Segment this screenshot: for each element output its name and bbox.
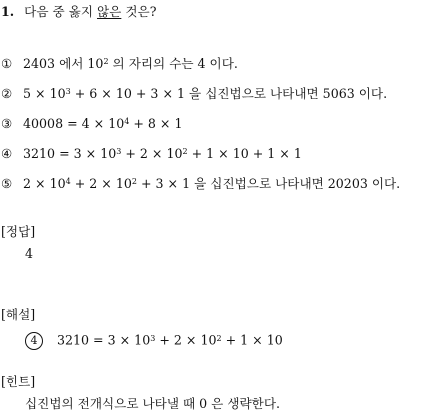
question-number: 1. <box>1 4 15 19</box>
hint-label: [힌트] <box>1 374 36 389</box>
hint-text: 십진법의 전개식으로 나타낼 때 0 은 생략한다. <box>25 396 281 411</box>
explanation-exponent-2: 2 <box>216 333 222 343</box>
option-1-marker: ① <box>1 56 13 71</box>
option-5-middle: + 2 × 10 <box>70 176 132 191</box>
option-4-after: + 1 × 10 + 1 × 1 <box>187 146 302 161</box>
explanation-after: + 1 × 10 <box>221 332 283 348</box>
option-5-after: + 3 × 1 을 십진법으로 나타내면 20203 이다. <box>136 176 401 191</box>
option-4-before: 3210 = 3 × 10 <box>23 146 117 161</box>
option-5 <box>1 178 400 191</box>
question-suffix: 것은? <box>125 4 157 19</box>
option-1-after: 의 자리의 수는 4 이다. <box>108 56 238 71</box>
question-emphasis: 않은 <box>97 4 122 19</box>
option-2 <box>1 88 387 101</box>
answer-value: 4 <box>25 246 34 261</box>
option-5-before: 2 × 10 <box>23 176 66 191</box>
option-1-before: 2403 에서 10 <box>23 56 104 71</box>
option-4 <box>1 148 302 161</box>
option-2-after: + 6 × 10 + 3 × 1 을 십진법으로 나타내면 5063 이다. <box>70 86 388 101</box>
option-5-marker: ⑤ <box>1 176 13 191</box>
answer-circle: 4 <box>25 332 43 350</box>
option-1 <box>1 58 238 71</box>
option-3-marker: ③ <box>1 116 13 131</box>
answer-label: [정답] <box>1 224 36 239</box>
explanation-line <box>25 332 283 350</box>
option-1-exponent: 2 <box>103 57 109 66</box>
option-4-exponent-1: 3 <box>116 147 122 156</box>
explanation-before: 3210 = 3 × 10 <box>57 332 151 348</box>
option-3 <box>1 118 182 131</box>
option-4-middle: + 2 × 10 <box>121 146 183 161</box>
option-3-exponent: 4 <box>124 117 130 126</box>
explanation-label: [해설] <box>1 307 36 322</box>
explanation-middle: + 2 × 10 <box>155 332 217 348</box>
question-prefix: 다음 중 옳지 <box>24 4 93 19</box>
option-4-exponent-2: 2 <box>182 147 188 156</box>
option-3-before: 40008 = 4 × 10 <box>23 116 125 131</box>
option-5-exponent-2: 2 <box>131 177 137 186</box>
option-2-before: 5 × 10 <box>23 86 66 101</box>
explanation-exponent-1: 3 <box>150 333 156 343</box>
option-5-exponent-1: 4 <box>65 177 71 186</box>
question-line <box>1 6 156 19</box>
option-2-marker: ② <box>1 86 13 101</box>
option-4-marker: ④ <box>1 146 13 161</box>
option-3-after: + 8 × 1 <box>129 116 183 131</box>
option-2-exponent: 3 <box>65 87 71 96</box>
